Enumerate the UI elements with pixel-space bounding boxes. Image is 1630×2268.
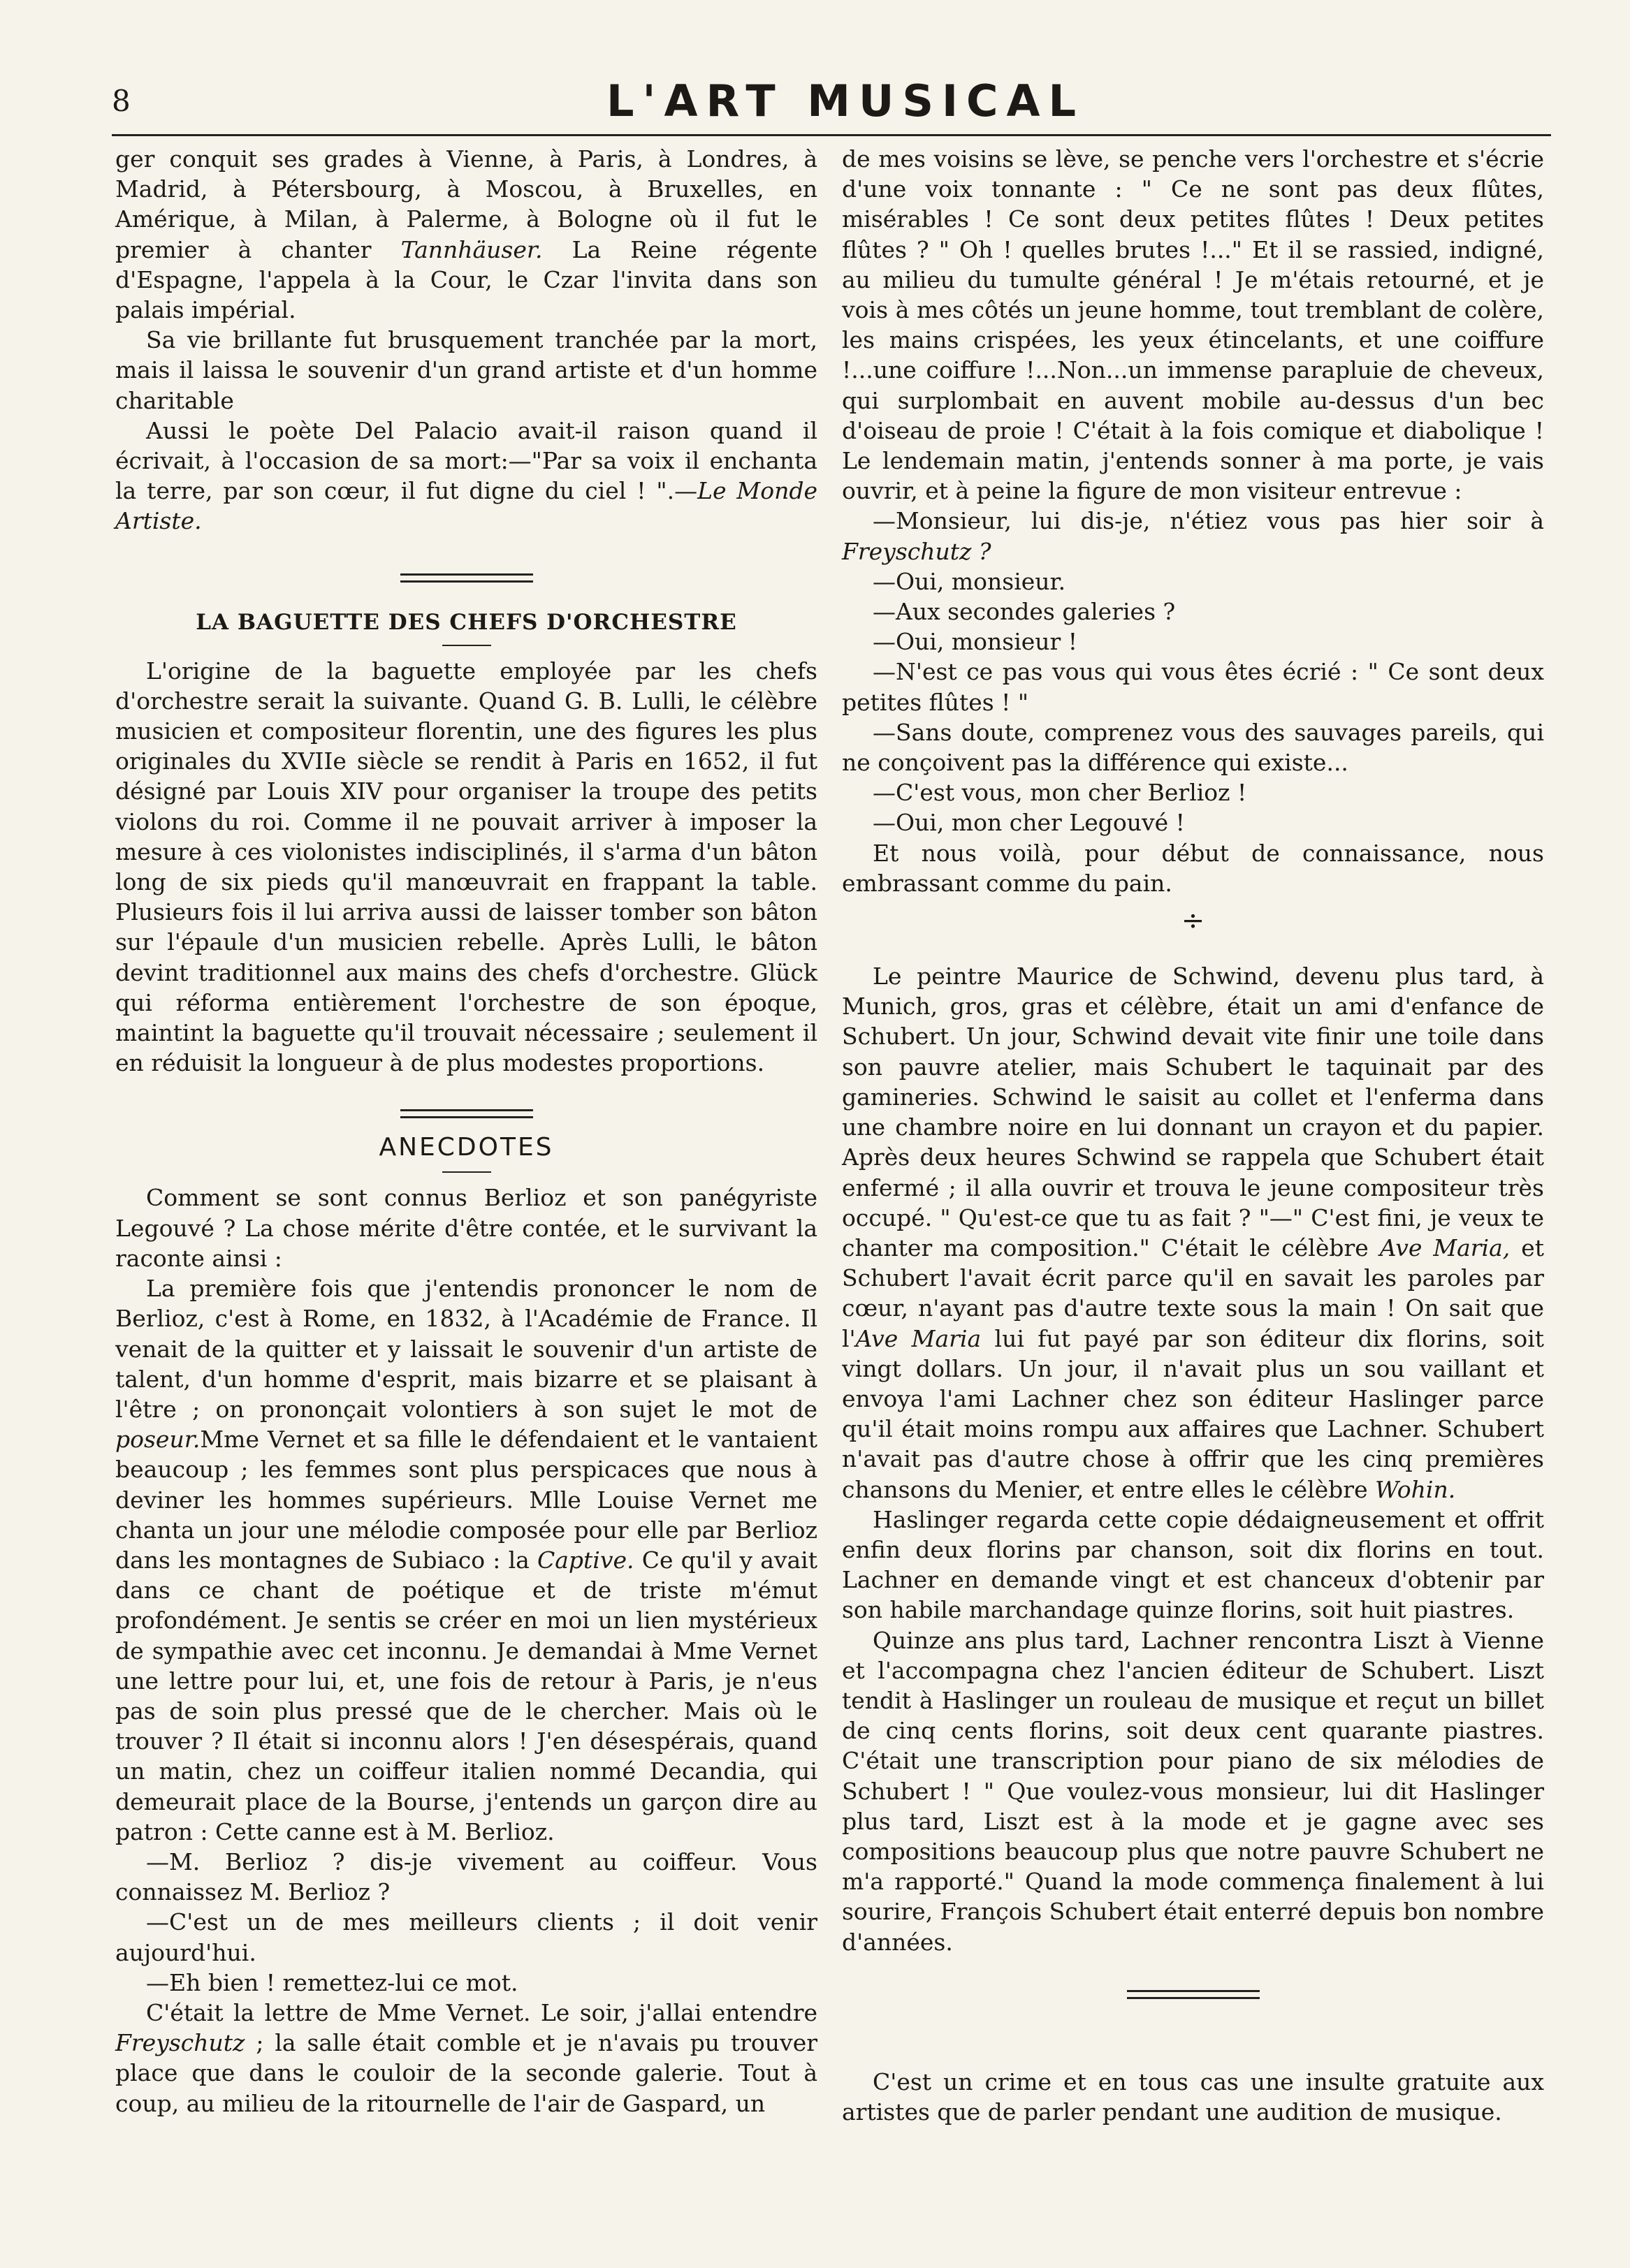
dialog-line: —C'est vous, mon cher Berlioz !: [873, 779, 1247, 807]
intro-paragraph: ger conquit ses grades à Vienne, à Paris, à Londres, à Madrid, à Pétersbourg, à Moscou, à Bruxelles, en Amérique, à Milan, à Palerme, à Bologne où il fut le premier à chanter Tannhäuser. La Reine régente d'Espagne, l'appela à la Cour, le Czar l'invita dans son palais impérial.: [115, 145, 817, 324]
paragraph: Et nous voilà, pour début de connaissance, nous embrassant comme du pain.: [842, 839, 1544, 897]
section-divider: [1127, 1990, 1260, 1999]
paragraph: Haslinger regarda cette copie dédaigneusement et offrit enfin deux florins par chanson, soit dix florins en tout. Lachner en demande vingt et est chanceux d'obtenir par son habile marchandage quinze florins, soit huit piastres.: [842, 1505, 1544, 1624]
divider-glyph: ÷: [1181, 905, 1205, 937]
dialog-line: —Oui, mon cher Legouvé !: [873, 809, 1185, 837]
left-column: [115, 144, 817, 2119]
dialog-line: —Aux secondes galeries ?: [873, 598, 1176, 626]
section-title-anecdotes: ANECDOTES: [379, 1133, 554, 1162]
paragraph: Sa vie brillante fut brusquement tranchée par la mort, mais il laissa le souvenir d'un grand artiste et d'un homme charitable: [115, 326, 817, 414]
section-divider: [400, 1109, 533, 1118]
journal-title: L'ART MUSICAL: [606, 75, 1085, 126]
dialog-line: —Monsieur, lui dis-je, n'étiez vous pas hier soir à Freyschutz ?: [842, 507, 1544, 565]
right-column: [842, 144, 1544, 2127]
closing-paragraph: C'est un crime et en tous cas une insulte gratuite aux artistes que de parler pendant une audition de musique.: [842, 2068, 1544, 2126]
source-credit: Le Monde Artiste.: [115, 477, 817, 535]
paragraph: de mes voisins se lève, se penche vers l'orchestre et s'écrie d'une voix tonnante : " Ce ne sont pas deux flûtes, misérables ! Ce sont deux petites flûtes ! Deux petites flûtes ? " Oh ! quelles brutes !..." Et il se rassied, indigné, au milieu du tumulte général ! Je m'étais retourné, et je vois à mes côtés un jeune homme, tout tremblant de colère, les mains crispées, les yeux étincelants, et une coiffure !...une coiffure !...Non...un immense parapluie de cheveux, qui surplombait en auvent mobile au-dessus d'un bec d'oiseau de proie ! C'était à la fois comique et diabolique ! Le lendemain matin, j'entends sonner à ma porte, je vais ouvrir, et à peine la figure de mon visiteur entrevue :: [842, 145, 1544, 505]
paragraph: L'origine de la baguette employée par les chefs d'orchestre serait la suivante. Quand G. B. Lulli, le célèbre musicien et compositeur florentin, une des figures les plus originales du XVIIe siècle se rendit à Paris en 1652, il fut désigné par Louis XIV pour organiser la troupe des petits violons du roi. Comme il ne pouvait arriver à imposer la mesure à ces violonistes indisciplinés, il s'arma d'un bâton long de six pieds qu'il manœuvrait en frappant la table. Plusieurs fois il lui arriva aussi de laisser tomber son bâton sur l'épaule d'un musicien rebelle. Après Lulli, le bâton devint traditionnel aux mains des chefs d'orchestre. Glück qui réforma entièrement l'orchestre de son époque, maintint la baguette qu'il trouvait nécessaire ; seulement il en réduisit la longueur à de plus modestes proportions.: [115, 657, 817, 1077]
dialog-line: —M. Berlioz ? dis-je vivement au coiffeur. Vous connaissez M. Berlioz ?: [115, 1848, 817, 1906]
short-rule: [442, 645, 491, 646]
header-rule: [112, 134, 1551, 136]
paragraph: C'était la lettre de Mme Vernet. Le soir, j'allai entendre Freyschutz ; la salle était comble et je n'avais pu trouver place que dans le couloir de la seconde galerie. Tout à coup, au milieu de la ritournelle de l'air de Gaspard, un: [115, 1998, 817, 2117]
paragraph: Quinze ans plus tard, Lachner rencontra Liszt à Vienne et l'accompagna chez l'ancien éditeur de Schubert. Liszt tendit à Haslinger un rouleau de musique et reçut un billet de cinq cents florins, soit deux cent quarante piastres. C'était une transcription pour piano de six mélodies de Schubert ! " Que voulez-vous monsieur, lui dit Haslinger plus tard, Liszt est à la mode et je gagne avec ses compositions beaucoup plus que notre pauvre Schubert ne m'a rapporté." Quand la mode commença finalement à lui sourire, François Schubert était enterré depuis bon nombre d'années.: [842, 1626, 1544, 1956]
dialog-line: —Oui, monsieur !: [873, 628, 1078, 656]
dialog-line: —Oui, monsieur.: [873, 567, 1066, 595]
section-divider: [400, 573, 533, 583]
paragraph: Comment se sont connus Berlioz et son panégyriste Legouvé ? La chose mérite d'être contée, et le survivant la raconte ainsi :: [115, 1184, 817, 1272]
section-title-baguette: LA BAGUETTE DES CHEFS D'ORCHESTRE: [196, 609, 737, 635]
dialog-line: —N'est ce pas vous qui vous êtes écrié : " Ce sont deux petites flûtes ! ": [842, 658, 1544, 716]
page-header: [112, 75, 1579, 138]
paragraph: Aussi le poète Del Palacio avait-il raison quand il écrivait, à l'occasion de sa mort:—"Par sa voix il enchanta la terre, par son cœur, il fut digne du ciel ! ".—Le Monde Artiste.: [115, 416, 817, 535]
short-rule: [442, 1171, 491, 1173]
page-number: 8: [112, 84, 131, 118]
paragraph: La première fois que j'entendis prononcer le nom de Berlioz, c'est à Rome, en 1832, à l'Académie de France. Il venait de la quitter et y laissait le souvenir d'un artiste de talent, d'un homme d'esprit, mais bizarre et se plaisant à l'être ; on prononçait volontiers à son sujet le mot de poseur.Mme Vernet et sa fille le défendaient et le vantaient beaucoup ; les femmes sont plus perspicaces que nous à deviner les hommes supérieurs. Mlle Louise Vernet me chanta un jour une mélodie composée pour elle par Berlioz dans les montagnes de Subiaco : la Captive. Ce qu'il y avait dans ce chant de poétique et de triste m'émut profondément. Je sentis se créer en moi un lien mystérieux de sympathie avec cet inconnu. Je demandai à Mme Vernet une lettre pour lui, et, une fois de retour à Paris, je n'eus pas de soin plus pressé que de le chercher. Mais où le trouver ? Il était si inconnu alors ! J'en désespérais, quand un matin, chez un coiffeur italien nommé Decandia, qui demeurait place de la Bourse, j'entends un garçon dire au patron : Cette canne est à M. Berlioz.: [115, 1275, 817, 1845]
paragraph: Le peintre Maurice de Schwind, devenu plus tard, à Munich, gros, gras et célèbre, était un ami d'enfance de Schubert. Un jour, Schwind devait vite finir une toile dans son pauvre atelier, mais Schubert le taquinait par des gamineries. Schwind le saisit au collet et l'enferma dans une chambre noire en lui donnant un crayon et du papier. Après deux heures Schwind se rappela que Schubert était enfermé ; il alla ouvrir et trouva le jeune compositeur très occupé. " Qu'est-ce que tu as fait ? "—" C'est fini, je veux te chanter ma composition." C'était le célèbre Ave Maria, et Schubert l'avait écrit parce qu'il en savait les paroles par cœur, n'ayant pas d'autre texte sous la main ! On sait que l'Ave Maria lui fut payé par son éditeur dix florins, soit vingt dollars. Un jour, il n'avait plus un sou vaillant et envoya l'ami Lachner chez son éditeur Haslinger parce qu'il était moins rompu aux affaires que Lachner. Schubert n'avait pas d'autre chose à offrir que les cinq premières chansons du Menier, et entre elles le célèbre Wohin.: [842, 963, 1545, 1503]
dialog-line: —Eh bien ! remettez-lui ce mot.: [146, 1968, 518, 1996]
dialog-line: —C'est un de mes meilleurs clients ; il doit venir aujourd'hui.: [115, 1908, 817, 1966]
dialog-line: —Sans doute, comprenez vous des sauvages pareils, qui ne conçoivent pas la différence qui existe...: [842, 718, 1544, 777]
